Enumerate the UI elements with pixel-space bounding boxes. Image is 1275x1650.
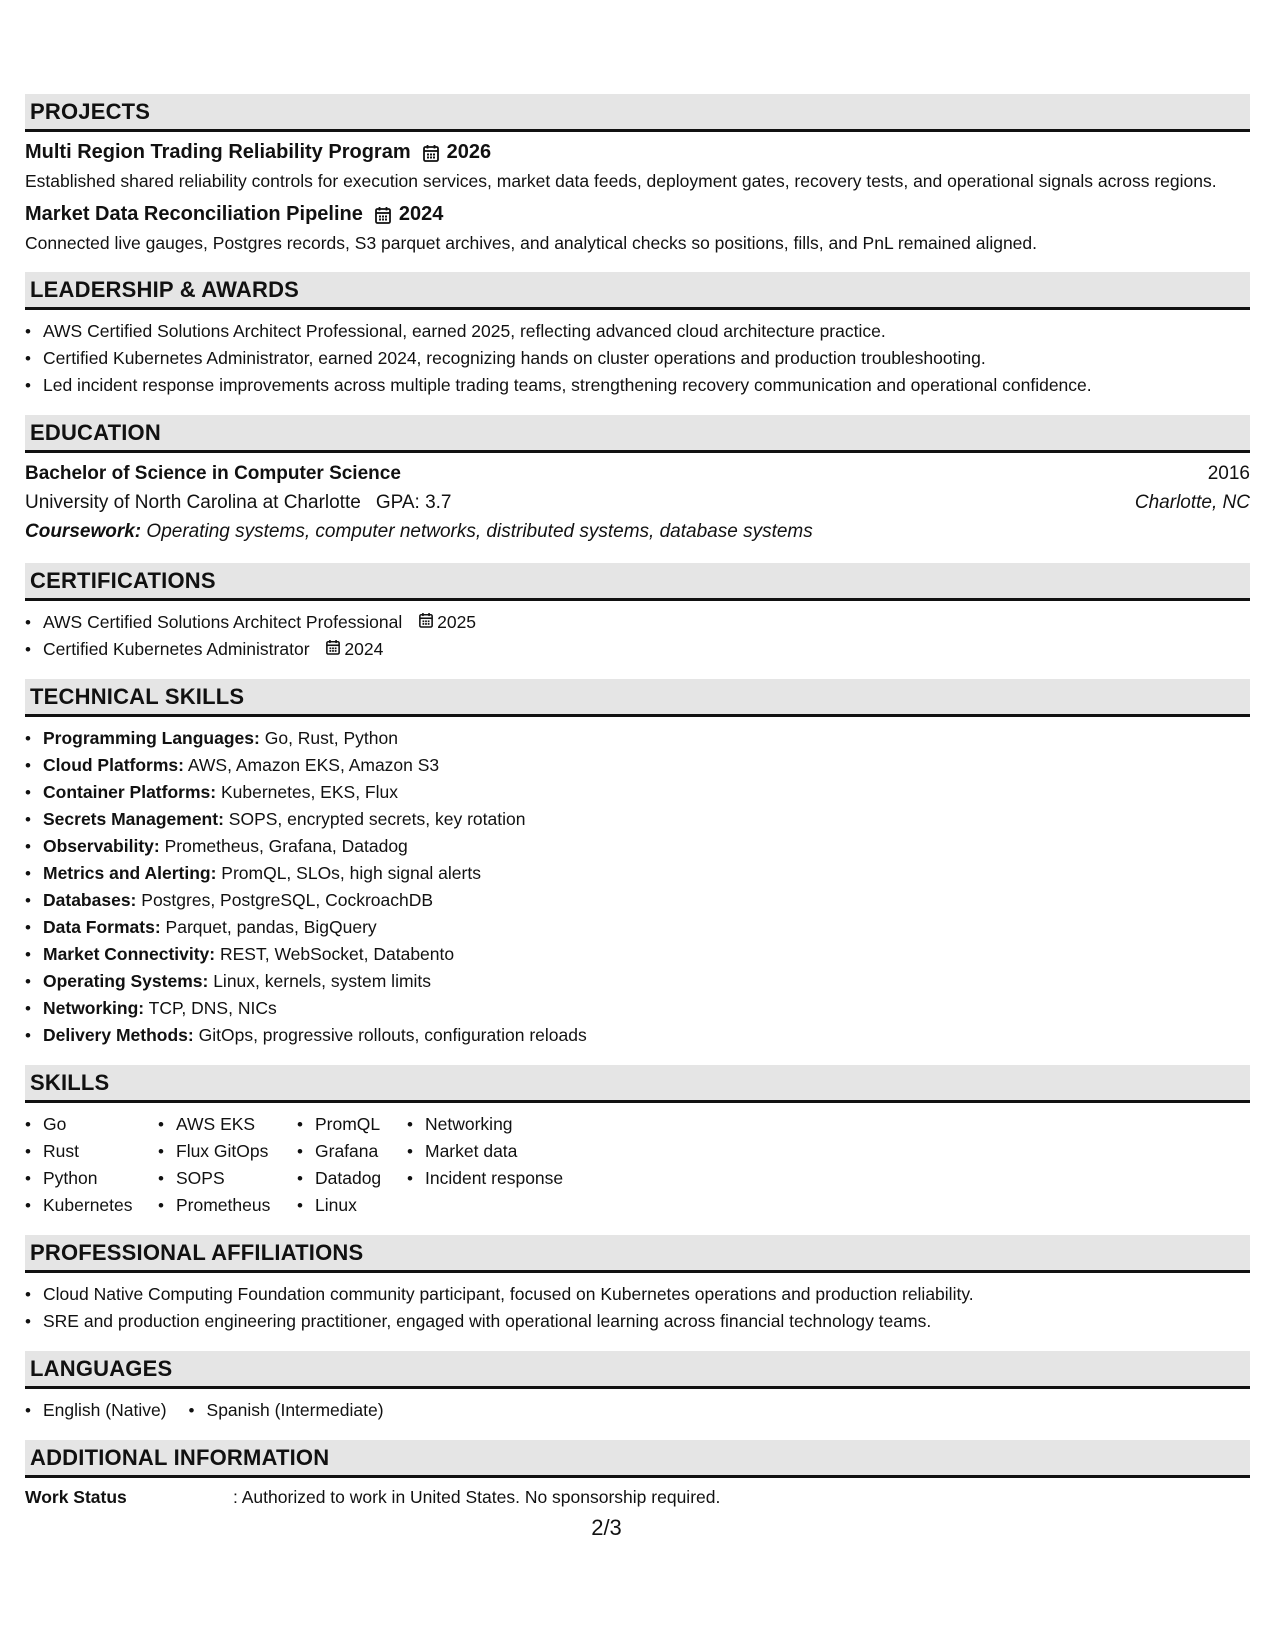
- section-header-additional-info: ADDITIONAL INFORMATION: [25, 1440, 1250, 1478]
- list-item: [25, 636, 1250, 663]
- skills-column: [25, 1111, 158, 1219]
- technical-skills-section: [25, 679, 1250, 1049]
- skills-column: [407, 1111, 563, 1219]
- list-item: • Observability: Prometheus, Grafana, Datadog: [25, 833, 1250, 860]
- affiliations-list: [25, 1281, 1250, 1335]
- section-header-languages: LANGUAGES: [25, 1351, 1250, 1389]
- list-item: • Incident response: [407, 1165, 563, 1192]
- info-label: Work Status: [25, 1487, 127, 1507]
- list-item: • PromQL: [297, 1111, 407, 1138]
- section-header-technical-skills: TECHNICAL SKILLS: [25, 679, 1250, 717]
- calendar-icon: [326, 636, 344, 663]
- education-section: [25, 415, 1250, 547]
- cert-name: AWS Certified Solutions Architect Professional: [43, 612, 403, 632]
- section-header-education: EDUCATION: [25, 415, 1250, 453]
- leadership-section: [25, 272, 1250, 399]
- project-description: Connected live gauges, Postgres records, S3 parquet archives, and analytical checks so positions, fills, and PnL remained aligned.: [25, 233, 1038, 253]
- calendar-icon: [423, 144, 439, 162]
- list-item: • Rust: [25, 1138, 158, 1165]
- list-item: • Market data: [407, 1138, 563, 1165]
- calendar-icon: [375, 206, 391, 224]
- certifications-list: [25, 609, 1250, 663]
- list-item: • Linux: [297, 1192, 407, 1219]
- list-item: • Networking: [407, 1111, 563, 1138]
- school-location: Charlotte, NC: [1134, 492, 1250, 513]
- list-item: • Databases: Postgres, PostgreSQL, CockroachDB: [25, 887, 1250, 914]
- project-description: Established shared reliability controls for execution services, market data feeds, deployment gates, recovery tests, and operational signals across regions.: [25, 171, 1217, 191]
- list-item: • Networking: TCP, DNS, NICs: [25, 995, 1250, 1022]
- list-item: • Prometheus: [158, 1192, 297, 1219]
- school-name: University of North Carolina at Charlotte: [25, 492, 361, 513]
- list-item: • Python: [25, 1165, 158, 1192]
- cert-name: Certified Kubernetes Administrator: [43, 639, 310, 659]
- project-name: Multi Region Trading Reliability Program: [25, 141, 411, 163]
- list-item: • Programming Languages: Go, Rust, Python: [25, 725, 1250, 752]
- skills-columns: [25, 1111, 1250, 1219]
- list-item: • Cloud Native Computing Foundation community participant, focused on Kubernetes operations and production reliability.: [25, 1281, 1250, 1308]
- list-item: • Spanish (Intermediate): [189, 1397, 384, 1424]
- list-item: • Cloud Platforms: AWS, Amazon EKS, Amazon S3: [25, 752, 1250, 779]
- section-header-skills: SKILLS: [25, 1065, 1250, 1103]
- list-item: • Delivery Methods: GitOps, progressive rollouts, configuration reloads: [25, 1022, 1250, 1049]
- list-item: • Operating Systems: Linux, kernels, system limits: [25, 968, 1250, 995]
- list-item: • Secrets Management: SOPS, encrypted secrets, key rotation: [25, 806, 1250, 833]
- graduation-year: 2016: [1207, 463, 1250, 484]
- skills-column: [158, 1111, 297, 1219]
- list-item: • Led incident response improvements across multiple trading teams, strengthening recovery communication and operational confidence.: [25, 372, 1250, 399]
- leadership-list: [25, 318, 1250, 399]
- section-header-certifications: CERTIFICATIONS: [25, 563, 1250, 601]
- project-year: 2026: [446, 141, 492, 163]
- resume-page: [25, 94, 1250, 1526]
- list-item: • Container Platforms: Kubernetes, EKS, Flux: [25, 779, 1250, 806]
- list-item: • Go: [25, 1111, 158, 1138]
- section-header-affiliations: PROFESSIONAL AFFILIATIONS: [25, 1235, 1250, 1273]
- project-name: Market Data Reconciliation Pipeline: [25, 203, 363, 225]
- skills-column: [297, 1111, 407, 1219]
- projects-section: [25, 94, 1250, 256]
- calendar-icon: [419, 609, 437, 636]
- skills-section: [25, 1065, 1250, 1219]
- section-header-projects: PROJECTS: [25, 94, 1250, 132]
- list-item: • AWS Certified Solutions Architect Professional, earned 2025, reflecting advanced cloud architecture practice.: [25, 318, 1250, 345]
- cert-year: 2024: [344, 639, 384, 659]
- info-value: : Authorized to work in United States. No sponsorship required.: [233, 1487, 721, 1507]
- list-item: • Datadog: [297, 1165, 407, 1192]
- section-header-leadership: LEADERSHIP & AWARDS: [25, 272, 1250, 310]
- degree: Bachelor of Science in Computer Science: [25, 463, 401, 484]
- list-item: • Grafana: [297, 1138, 407, 1165]
- list-item: • Metrics and Alerting: PromQL, SLOs, high signal alerts: [25, 860, 1250, 887]
- list-item: • AWS EKS: [158, 1111, 297, 1138]
- list-item: • SRE and production engineering practitioner, engaged with operational learning across financial technology teams.: [25, 1308, 1250, 1335]
- technical-skills-list: [25, 725, 1250, 1049]
- list-item: • Market Connectivity: REST, WebSocket, Databento: [25, 941, 1250, 968]
- languages-section: [25, 1351, 1250, 1424]
- info-row: [25, 1484, 1250, 1510]
- project-year: 2024: [398, 203, 444, 225]
- coursework-list: Operating systems, computer networks, distributed systems, database systems: [146, 521, 813, 542]
- additional-info-section: [25, 1440, 1250, 1510]
- certifications-section: [25, 563, 1250, 663]
- affiliations-section: [25, 1235, 1250, 1335]
- list-item: [25, 609, 1250, 636]
- project-item: [25, 203, 1250, 256]
- page-number: 2/3: [591, 1515, 622, 1540]
- coursework: [25, 517, 1250, 547]
- gpa: GPA: 3.7: [375, 492, 452, 513]
- project-item: [25, 141, 1250, 194]
- list-item: • Flux GitOps: [158, 1138, 297, 1165]
- list-item: • Kubernetes: [25, 1192, 158, 1219]
- list-item: • English (Native): [25, 1397, 167, 1424]
- list-item: • Certified Kubernetes Administrator, earned 2024, recognizing hands on cluster operations and production troubleshooting.: [25, 345, 1250, 372]
- coursework-label: Coursework:: [25, 521, 142, 542]
- list-item: • Data Formats: Parquet, pandas, BigQuery: [25, 914, 1250, 941]
- cert-year: 2025: [437, 612, 477, 632]
- list-item: • SOPS: [158, 1165, 297, 1192]
